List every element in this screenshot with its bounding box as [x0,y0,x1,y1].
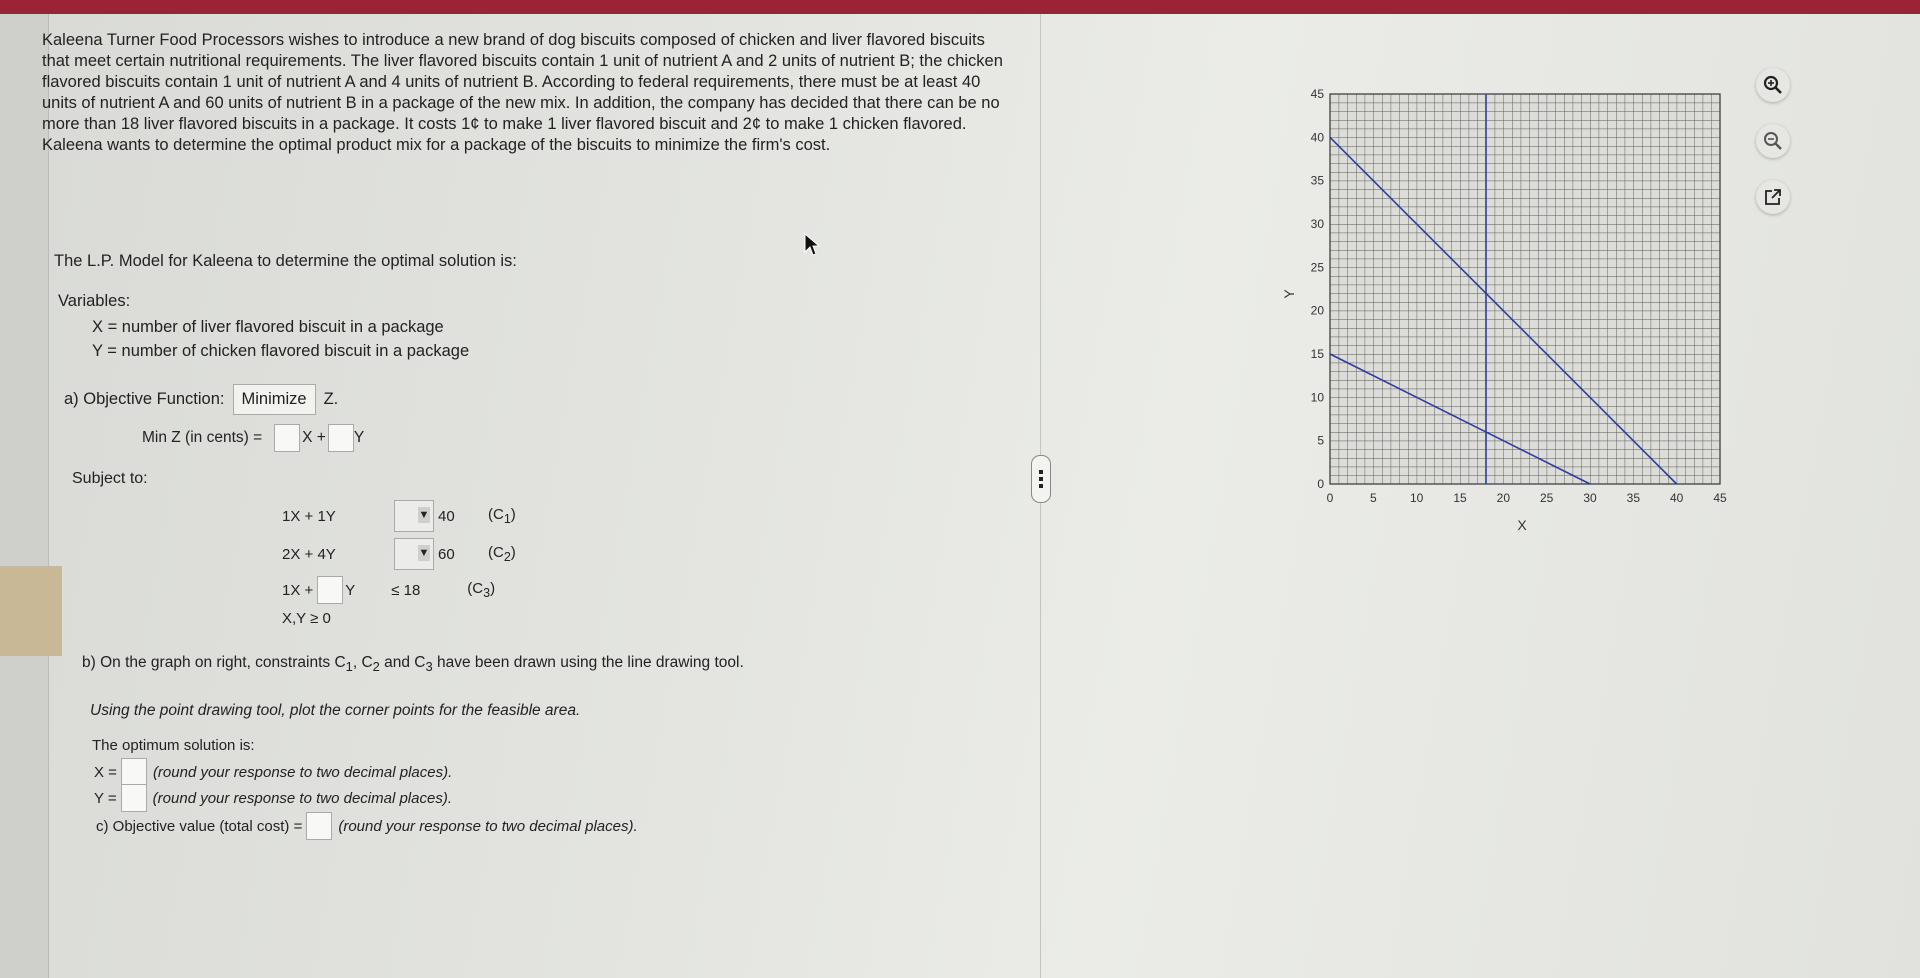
top-header-bar [0,0,1920,14]
objective-value-row [96,812,638,840]
lp-model-intro: The L.P. Model for Kaleena to determine the optimal solution is: [54,252,517,270]
pane-resize-handle[interactable] [1031,455,1051,503]
svg-text:25: 25 [1539,491,1554,505]
objective-value-input[interactable] [306,812,332,840]
svg-text:30: 30 [1583,491,1597,505]
mouse-cursor-icon [804,233,820,257]
x-term: X + [302,429,326,446]
svg-text:35: 35 [1626,491,1641,505]
chevron-down-icon: ▼ [418,547,430,559]
variable-y-definition: Y = number of chicken flavored biscuit in a package [92,342,470,360]
svg-text:10: 10 [1409,491,1424,505]
optimum-y-label: Y = [94,789,117,807]
x-coefficient-input[interactable] [274,424,300,452]
svg-text:30: 30 [1310,217,1324,231]
problem-paragraph: Kaleena Turner Food Processors wishes to introduce a new brand of dog biscuits composed of chicken and liver flavored biscuits that meet certain nutritional requirements. The liver flavored biscuits contain 1 unit of nutrient A and 2 units of nutrient B; the chicken flavored biscuits contain 1 unit of nutrient A and 4 units of nutrient B. According to federal requirements, there must be at least 40 units of nutrient A and 60 units of nutrient B in a package of the new mix. In addition, the company has decided that there can be no more than 18 liver flavored biscuits in a package. It costs 1¢ to make 1 liver flavored biscuit and 2¢ to make 1 chicken flavored. Kaleena wants to determine the optimal product mix for a package of the biscuits to minimize the firm's cost. [42,31,1003,154]
c2-lhs: 2X + 4Y [282,545,336,563]
variables-label: Variables: [58,292,131,310]
constraint-c1-row [282,500,516,532]
zoom-out-icon [1762,130,1784,152]
c1-rhs: 40 [438,507,455,525]
variable-x-definition: X = number of liver flavored biscuit in a package [92,318,444,336]
external-link-icon [1763,187,1783,207]
round-hint: (round your response to two decimal places). [152,763,453,781]
svg-text:15: 15 [1310,347,1324,361]
point-tool-instruction: Using the point drawing tool, plot the corner points for the feasible area. [90,702,581,719]
svg-text:20: 20 [1310,303,1324,318]
svg-text:5: 5 [1369,491,1377,505]
svg-text:40: 40 [1310,130,1324,145]
left-sidebar-accent [0,566,62,656]
x-axis-label: X [1517,517,1527,533]
c3-y-coefficient-input[interactable] [317,576,343,604]
constraint-c3-row [282,576,495,604]
c1-lhs: 1X + 1Y [282,507,336,525]
svg-text:10: 10 [1310,390,1324,405]
svg-text:25: 25 [1310,260,1324,275]
c1-label: $(C_1)$ [488,506,516,526]
c3-lhs-suffix: Y [345,581,356,599]
constraint-c2-row [282,538,516,570]
optimum-x-input[interactable] [121,758,147,786]
question-text [42,30,1032,156]
popout-button[interactable] [1756,180,1790,214]
y-axis-ticks [1311,87,1325,491]
optimum-x-label: X = [94,763,117,781]
c3-label: $(C_3)$ [467,580,496,600]
optimum-y-input[interactable] [121,784,147,812]
svg-text:0: 0 [1317,477,1324,491]
c2-label: $(C_2)$ [488,544,516,564]
objective-suffix: Z. [323,390,339,408]
zoom-in-icon [1762,74,1784,96]
left-sidebar-strip [0,14,49,978]
c3-rhs: ≤ 18 [391,581,421,599]
svg-text:15: 15 [1453,491,1467,505]
optimum-x-row [94,758,452,786]
c2-rhs: 60 [438,545,455,563]
y-axis-label: Y [1281,289,1297,299]
objective-label: a) Objective Function: [64,390,225,408]
svg-text:45: 45 [1310,87,1324,101]
objective-type-select[interactable]: Minimize [233,384,316,415]
x-axis-ticks [1327,491,1727,505]
objective-value-label: c) Objective value (total cost) = [96,817,303,835]
svg-text:5: 5 [1317,433,1324,448]
round-hint: (round your response to two decimal places). [152,789,452,807]
c1-relation-dropdown[interactable] [394,500,434,532]
c2-relation-dropdown[interactable] [394,538,434,570]
min-z-label: Min Z (in cents) = [142,429,263,446]
nonnegativity-constraint: X,Y ≥ 0 [282,610,331,627]
objective-function-row [64,384,338,415]
round-hint: (round your response to two decimal places). [338,817,638,835]
zoom-out-button[interactable] [1756,124,1790,158]
optimum-solution-label: The optimum solution is: [92,737,255,754]
min-z-row [142,424,364,452]
svg-text:45: 45 [1713,491,1727,505]
chevron-down-icon: ▼ [418,509,430,521]
svg-text:35: 35 [1310,173,1324,188]
optimum-y-row [94,784,452,812]
svg-text:20: 20 [1496,491,1511,505]
svg-text:40: 40 [1669,491,1684,505]
y-term: Y [353,429,365,446]
graph-toolbar [1756,68,1790,214]
zoom-in-button[interactable] [1756,68,1790,102]
constraint-graph[interactable] [1280,80,1760,565]
svg-text:0: 0 [1326,491,1334,505]
subject-to-label: Subject to: [72,470,148,487]
c3-lhs-prefix: 1X + [282,581,314,599]
y-coefficient-input[interactable] [328,424,354,452]
part-b-text: b) On the graph on right, constraints $C_1$, $C_2$ and $C_3$ have been drawn using the line drawing tool. [82,654,744,675]
graph-canvas[interactable] [1280,80,1760,560]
